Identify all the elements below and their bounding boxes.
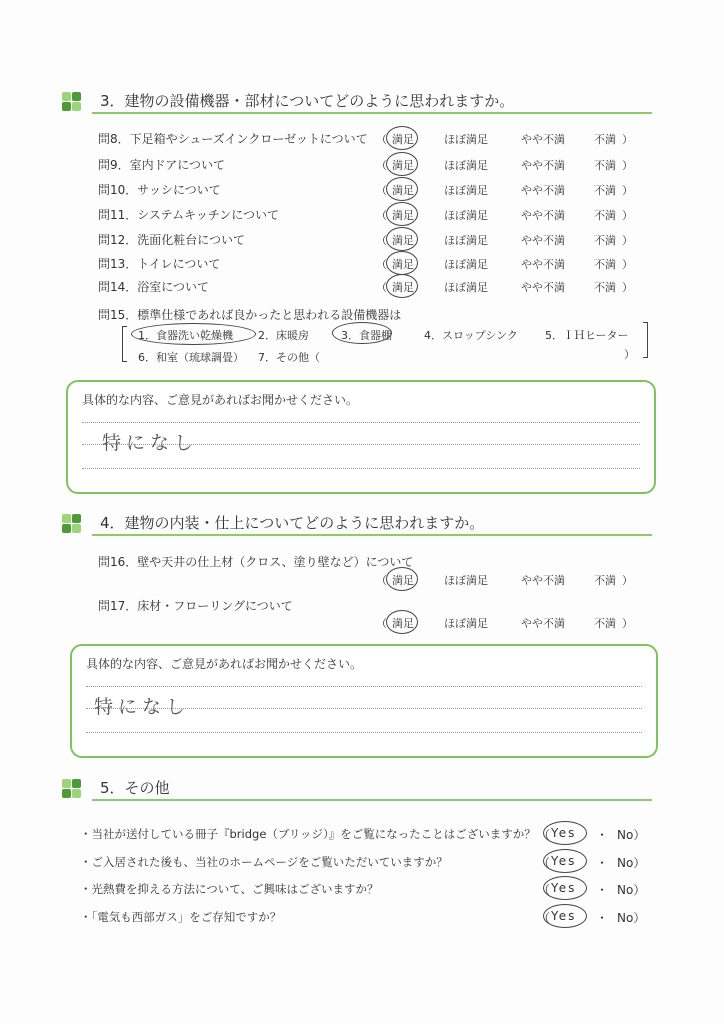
question-label: 問8．下足箱やシューズインクローゼットについて [98, 132, 368, 146]
separator-dot: ・ [596, 883, 609, 897]
q15-item-7[interactable]: 7．その他（ [258, 351, 320, 364]
section-divider [92, 534, 652, 536]
selection-circle [386, 567, 418, 591]
q10-option-o4[interactable]: 不満 [594, 184, 616, 197]
comment-box-3[interactable] [66, 380, 656, 494]
write-line [86, 686, 642, 687]
q12-option-close: ） [622, 234, 633, 247]
selection-circle [386, 227, 418, 251]
question-label: ・ご入居された後も、当社のホームページをご覧いただいていますか？ [80, 855, 448, 869]
q12-option-o4[interactable]: 不満 [594, 234, 616, 247]
no-option[interactable]: No） [617, 911, 646, 925]
q12-option-o1[interactable]: 満足 [392, 234, 414, 247]
yes-option[interactable]: Yes [551, 881, 577, 895]
q10-option-close: ） [622, 184, 633, 197]
q11-option-o2[interactable]: ほぼ満足 [444, 209, 488, 222]
write-line [82, 468, 640, 469]
question-label: 問13．トイレについて [98, 257, 221, 271]
q13-option-open: （ [376, 258, 387, 271]
q14-option-open: （ [376, 281, 387, 294]
bracket-right [643, 322, 648, 358]
q11-option-open: （ [376, 209, 387, 222]
q9-option-close: ） [622, 159, 633, 172]
q16-option-o4[interactable]: 不満 [594, 574, 616, 587]
q17-option-open: （ [376, 617, 387, 630]
separator-dot: ・ [596, 911, 609, 925]
question-label: ・「電気も西部ガス」をご存知ですか？ [80, 910, 282, 924]
write-line [82, 422, 640, 423]
q13-option-o3[interactable]: やや不満 [521, 258, 565, 271]
q17-option-o1[interactable]: 満足 [392, 617, 414, 630]
open-paren: （ [538, 911, 551, 925]
q15-label: 問15．標準仕様であれば良かったと思われる設備機器は [98, 308, 402, 322]
q11-option-o1[interactable]: 満足 [392, 209, 414, 222]
selection-circle [543, 876, 587, 900]
q16-option-o2[interactable]: ほぼ満足 [444, 574, 488, 587]
q16-label: 問16．壁や天井の仕上材（クロス、塗り壁など）について [98, 555, 414, 569]
question-label: 問12．洗面化粧台について [98, 233, 246, 247]
open-paren: （ [538, 856, 551, 870]
question-label: ・光熱費を抑える方法について、ご興味はございますか？ [80, 882, 379, 896]
q13-option-close: ） [622, 258, 633, 271]
selection-circle [386, 152, 418, 176]
q11-option-o3[interactable]: やや不満 [521, 209, 565, 222]
q13-option-o1[interactable]: 満足 [392, 258, 414, 271]
selection-circle [332, 322, 392, 344]
section-4-header [62, 512, 652, 534]
yes-option[interactable]: Yes [551, 909, 577, 923]
no-option[interactable]: No） [617, 883, 646, 897]
q8-option-open: （ [376, 133, 387, 146]
separator-dot: ・ [596, 856, 609, 870]
no-option[interactable]: No） [617, 828, 646, 842]
selection-circle [386, 274, 418, 298]
clover-icon [62, 92, 82, 112]
q16-option-o1[interactable]: 満足 [392, 574, 414, 587]
q9-option-open: （ [376, 159, 387, 172]
q11-option-o4[interactable]: 不満 [594, 209, 616, 222]
section-3-header [62, 90, 652, 112]
q14-option-o1[interactable]: 満足 [392, 281, 414, 294]
selection-circle [386, 610, 418, 634]
question-label: 問10．サッシについて [98, 183, 221, 197]
q17-option-close: ） [622, 617, 633, 630]
yes-option[interactable]: Yes [551, 826, 577, 840]
q15-item-2[interactable]: 2．床暖房 [258, 329, 309, 342]
question-label: 問11．システムキッチンについて [98, 208, 279, 222]
q17-label: 問17．床材・フローリングについて [98, 599, 293, 613]
q16-option-o3[interactable]: やや不満 [521, 574, 565, 587]
open-paren: （ [538, 883, 551, 897]
no-option[interactable]: No） [617, 856, 646, 870]
q17-option-o3[interactable]: やや不満 [521, 617, 565, 630]
q14-option-o4[interactable]: 不満 [594, 281, 616, 294]
q14-option-o2[interactable]: ほぼ満足 [444, 281, 488, 294]
q11-option-close: ） [622, 209, 633, 222]
q15-item-1[interactable]: 1．食器洗い乾燥機 [138, 329, 233, 342]
q12-option-open: （ [376, 234, 387, 247]
q8-option-o4[interactable]: 不満 [594, 133, 616, 146]
handwritten-comment: 特になし [94, 696, 191, 718]
selection-circle [543, 904, 587, 928]
q10-option-o1[interactable]: 満足 [392, 184, 414, 197]
q16-option-close: ） [622, 574, 633, 587]
q8-option-o3[interactable]: やや不満 [521, 133, 565, 146]
q14-option-o3[interactable]: やや不満 [521, 281, 565, 294]
q15-item-5[interactable]: 5．ＩＨヒーター [545, 329, 629, 342]
clover-icon [62, 779, 82, 799]
section-divider [92, 112, 652, 114]
q8-option-o1[interactable]: 満足 [392, 133, 414, 146]
q8-option-close: ） [622, 133, 633, 146]
q15-item-6[interactable]: 6．和室（琉球調畳） [138, 351, 244, 364]
q15-item-3[interactable]: 3．食器棚 [341, 329, 392, 342]
selection-circle [386, 126, 418, 150]
section-5-title: 5．その他 [100, 779, 170, 797]
q13-option-o2[interactable]: ほぼ満足 [444, 258, 488, 271]
comment-box-4[interactable] [70, 644, 658, 758]
question-label: 問9．室内ドアについて [98, 158, 226, 172]
q14-option-close: ） [622, 281, 633, 294]
question-label: ・当社が送付している冊子『bridge（ブリッジ）』をご覧になったことはございますか？ [80, 827, 536, 841]
question-label: 問14．浴室について [98, 280, 210, 294]
yes-option[interactable]: Yes [551, 854, 577, 868]
q12-option-o2[interactable]: ほぼ満足 [444, 234, 488, 247]
selection-circle [131, 323, 256, 345]
section-5-header [62, 777, 652, 799]
section-3-title: 3．建物の設備機器・部材についてどのように思われますか。 [100, 92, 515, 110]
q9-option-o1[interactable]: 満足 [392, 159, 414, 172]
q10-option-o2[interactable]: ほぼ満足 [444, 184, 488, 197]
q13-option-o4[interactable]: 不満 [594, 258, 616, 271]
selection-circle [543, 821, 587, 845]
write-line [86, 732, 642, 733]
selection-circle [386, 251, 418, 275]
selection-circle [386, 202, 418, 226]
q15-close: ） [624, 348, 635, 361]
q8-option-o2[interactable]: ほぼ満足 [444, 133, 488, 146]
q16-option-open: （ [376, 574, 387, 587]
clover-icon [62, 514, 82, 534]
q15-item-4[interactable]: 4．スロップシンク [424, 329, 518, 342]
section-divider [92, 799, 652, 801]
q9-option-o4[interactable]: 不満 [594, 159, 616, 172]
q17-option-o2[interactable]: ほぼ満足 [444, 617, 488, 630]
q10-option-o3[interactable]: やや不満 [521, 184, 565, 197]
selection-circle [543, 849, 587, 873]
q12-option-o3[interactable]: やや不満 [521, 234, 565, 247]
q17-option-o4[interactable]: 不満 [594, 617, 616, 630]
bracket-left [122, 326, 127, 362]
q9-option-o3[interactable]: やや不満 [521, 159, 565, 172]
comment-label: 具体的な内容、ご意見があればお聞かせください。 [86, 657, 363, 671]
comment-label: 具体的な内容、ご意見があればお聞かせください。 [82, 393, 359, 407]
section-4-title: 4．建物の内装・仕上についてどのように思われますか。 [100, 514, 485, 532]
separator-dot: ・ [596, 828, 609, 842]
selection-circle [386, 177, 418, 201]
handwritten-comment: 特になし [102, 432, 199, 454]
q10-option-open: （ [376, 184, 387, 197]
q9-option-o2[interactable]: ほぼ満足 [444, 159, 488, 172]
open-paren: （ [538, 828, 551, 842]
